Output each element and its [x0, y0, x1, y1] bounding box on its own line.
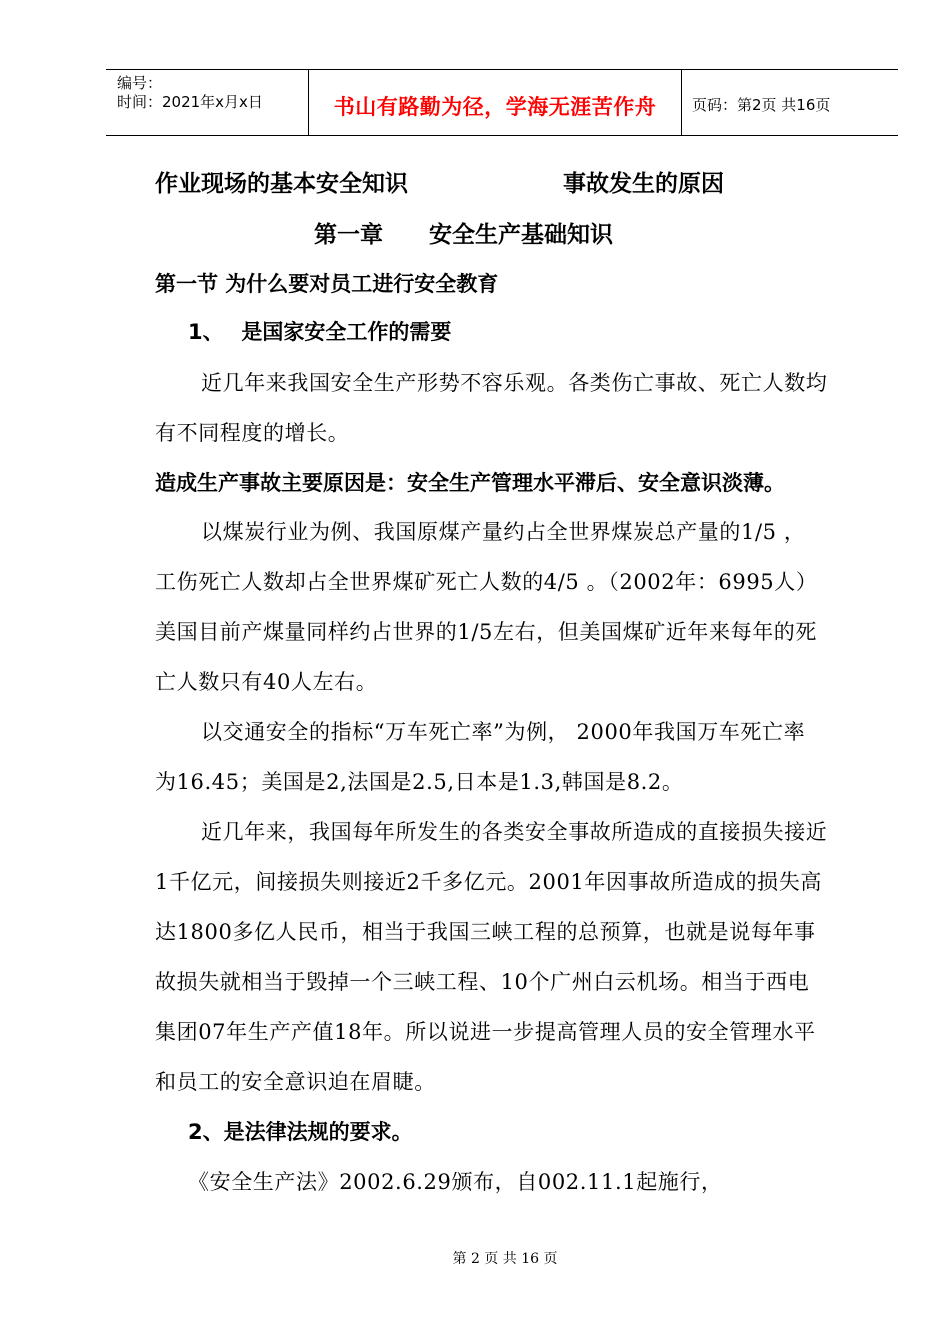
section-heading: 第一节 为什么要对员工进行安全教育: [155, 272, 499, 296]
page-header: [106, 69, 898, 136]
paragraph-line: 近几年来我国安全生产形势不容乐观。各类伤亡事故、死亡人数均: [201, 371, 828, 395]
paragraph-line: 以煤炭行业为例、我国原煤产量约占全世界煤炭总产量的1/5 ，: [201, 520, 806, 544]
number-label: 编号：: [117, 74, 163, 92]
paragraph-line: 有不同程度的增长。: [155, 421, 350, 445]
title-right: 事故发生的原因: [563, 171, 724, 197]
header-meta-cell: [106, 70, 309, 135]
paragraph-line: 近几年来，我国每年所发生的各类安全事故所造成的直接损失接近: [201, 820, 828, 844]
motto: 书山有路勤为径，学海无涯苦作舟: [333, 95, 657, 119]
paragraph-line: 集团07年生产产值18年。所以说进一步提高管理人员的安全管理水平: [155, 1020, 816, 1044]
header-page-cell: [682, 70, 898, 135]
paragraph-line: 1千亿元，间接损失则接近2千多亿元。2001年因事故所造成的损失高: [155, 870, 822, 894]
time-label: 时间：2021年x月x日: [117, 93, 263, 111]
paragraph-line: 美国目前产煤量同样约占世界的1/5左右，但美国煤矿近年来每年的死: [155, 620, 817, 644]
header-motto-cell: [309, 70, 682, 135]
page-footer: 第 2 页 共 16 页: [452, 1251, 558, 1267]
cause-statement: 造成生产事故主要原因是：安全生产管理水平滞后、安全意识淡薄。: [155, 471, 785, 495]
item-heading-2: 2、是法律法规的要求。: [188, 1120, 413, 1144]
paragraph-line: 为16.45；美国是2,法国是2.5,日本是1.3,韩国是8.2。: [155, 770, 684, 794]
paragraph-line: 故损失就相当于毁掉一个三峡工程、10个广州白云机场。相当于西电: [155, 970, 810, 994]
paragraph-line: 《安全生产法》2002.6.29颁布，自002.11.1起施行，: [188, 1170, 723, 1194]
page-info: 页码：第2页 共16页: [692, 96, 831, 114]
paragraph-line: 亡人数只有40人左右。: [155, 670, 378, 694]
paragraph-line: 和员工的安全意识迫在眉睫。: [155, 1070, 436, 1094]
item-heading-1: 1、 是国家安全工作的需要: [188, 320, 452, 344]
chapter-title: 第一章 安全生产基础知识: [314, 222, 613, 248]
paragraph-line: 达1800多亿人民币，相当于我国三峡工程的总预算，也就是说每年事: [155, 920, 816, 944]
title-left: 作业现场的基本安全知识: [155, 171, 408, 197]
paragraph-line: 工伤死亡人数却占全世界煤矿死亡人数的4/5 。（2002年：6995人）: [155, 570, 818, 594]
paragraph-line: 以交通安全的指标“万车死亡率”为例， 2000年我国万车死亡率: [201, 720, 806, 744]
